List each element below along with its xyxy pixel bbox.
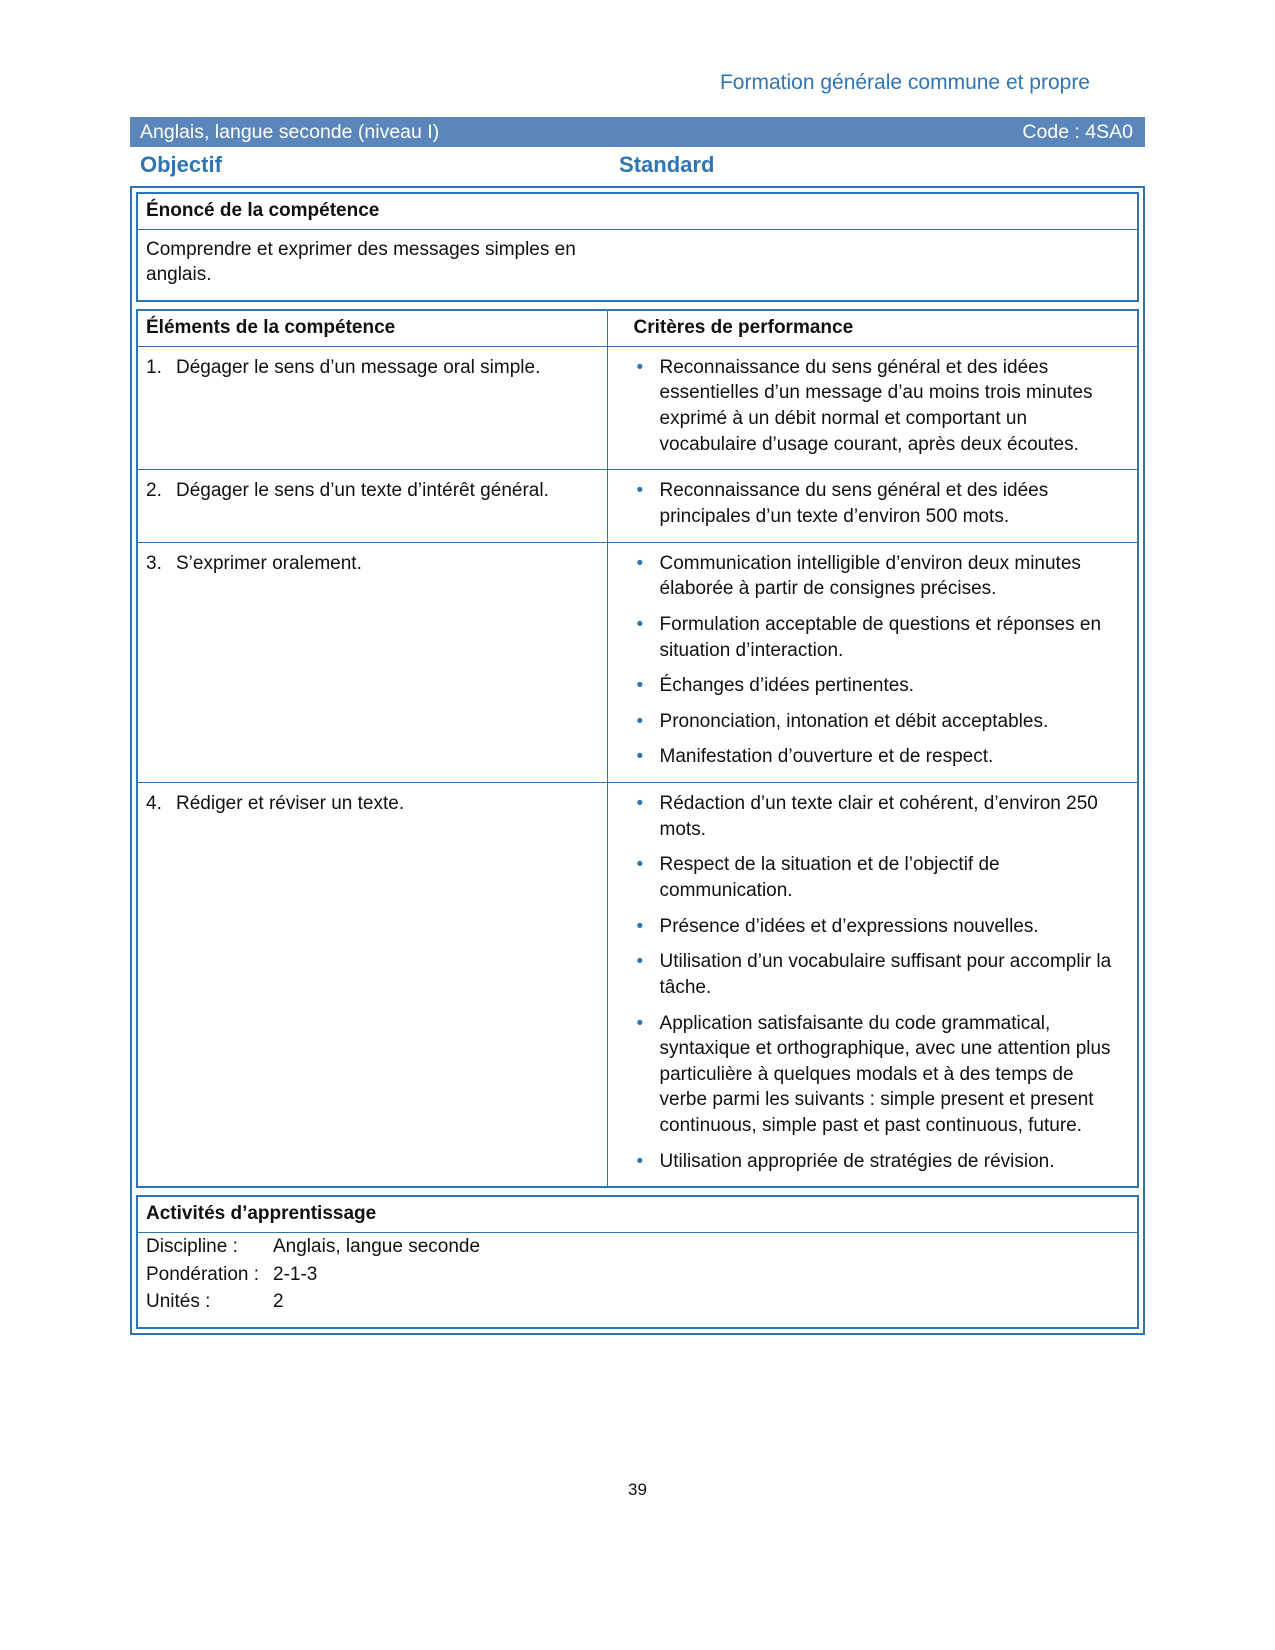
element-text: Dégager le sens d’un message oral simple. bbox=[176, 356, 541, 378]
outer-frame bbox=[130, 186, 1145, 1335]
activity-row bbox=[138, 1288, 1137, 1327]
criterion: • Respect de la situation et de l’objectif de communication. bbox=[634, 852, 1121, 903]
table-header-row bbox=[138, 311, 1137, 347]
element-text: Dégager le sens d’un texte d’intérêt général. bbox=[176, 480, 549, 502]
criterion: • Présence d’idées et d’expressions nouvelles. bbox=[634, 914, 1121, 940]
element-number: 1. bbox=[146, 356, 162, 378]
standard-heading: Standard bbox=[619, 152, 715, 178]
page-number: 39 bbox=[628, 1480, 647, 1499]
criterion: • Reconnaissance du sens général et des idées essentielles d’un message d’au moins trois minutes exprimé à un débit normal et comportant un vocabulaire d’usage courant, après deux écoutes. bbox=[634, 355, 1121, 458]
criterion: • Formulation acceptable de questions et réponses en situation d’interaction. bbox=[634, 612, 1121, 663]
activity-row bbox=[138, 1233, 1137, 1261]
activites-header: Activités d’apprentissage bbox=[138, 1197, 1137, 1233]
elements-header: Éléments de la compétence bbox=[138, 311, 608, 346]
element-text: Rédiger et réviser un texte. bbox=[176, 793, 405, 815]
criteria-cell bbox=[608, 783, 1137, 1186]
activity-label: Discipline : bbox=[146, 1236, 238, 1258]
objectif-heading: Objectif bbox=[140, 152, 222, 178]
title-bar bbox=[130, 117, 1145, 147]
criteria-list bbox=[634, 551, 1121, 770]
element-number: 2. bbox=[146, 480, 162, 502]
activites-box bbox=[136, 1195, 1139, 1329]
table-row bbox=[138, 347, 1137, 471]
course-title: Anglais, langue seconde (niveau I) bbox=[140, 120, 440, 143]
criteria-list bbox=[634, 791, 1121, 1174]
element-number: 3. bbox=[146, 552, 162, 574]
criterion: • Rédaction d’un texte clair et cohérent, d’environ 250 mots. bbox=[634, 791, 1121, 842]
criteria-cell bbox=[608, 347, 1137, 470]
element-cell bbox=[138, 347, 608, 470]
element-cell bbox=[138, 470, 608, 541]
element-cell bbox=[138, 783, 608, 1186]
criterion: • Manifestation d’ouverture et de respect. bbox=[634, 744, 1121, 770]
table-row bbox=[138, 783, 1137, 1186]
activity-label: Unités : bbox=[146, 1291, 211, 1313]
enonce-box bbox=[136, 192, 1139, 302]
document-header: Formation générale commune et propre bbox=[719, 71, 1090, 94]
criterion: • Utilisation appropriée de stratégies de révision. bbox=[634, 1149, 1121, 1175]
criterion: • Utilisation d’un vocabulaire suffisant pour accomplir la tâche. bbox=[634, 949, 1121, 1000]
activity-value: 2-1-3 bbox=[273, 1263, 318, 1285]
criterion: • Reconnaissance du sens général et des idées principales d’un texte d’environ 500 mots. bbox=[634, 478, 1121, 529]
enonce-text: Comprendre et exprimer des messages simples en anglais. bbox=[146, 238, 576, 286]
element-cell bbox=[138, 543, 608, 782]
criterion: • Application satisfaisante du code grammatical, syntaxique et orthographique, avec une attention plus particulière à quelques modals et à des temps de verbe parmi les suivants : simple present et present continuous, simple past et past continuous, future. bbox=[634, 1011, 1121, 1139]
table-row bbox=[138, 470, 1137, 542]
course-code: Code : 4SA0 bbox=[1022, 120, 1133, 143]
criteres-header: Critères de performance bbox=[633, 317, 854, 339]
element-number: 4. bbox=[146, 793, 162, 815]
competence-table bbox=[136, 309, 1139, 1188]
enonce-header: Énoncé de la compétence bbox=[138, 194, 1137, 230]
criteria-list bbox=[634, 355, 1121, 458]
criteria-cell bbox=[608, 543, 1137, 782]
criterion: • Communication intelligible d’environ deux minutes élaborée à partir de consignes précises. bbox=[634, 551, 1121, 602]
column-headings bbox=[130, 152, 1145, 178]
activity-row bbox=[138, 1261, 1137, 1289]
activity-value: 2 bbox=[273, 1291, 284, 1313]
activity-label: Pondération : bbox=[146, 1263, 260, 1285]
criteria-cell bbox=[608, 470, 1137, 541]
table-row bbox=[138, 543, 1137, 783]
activity-value: Anglais, langue seconde bbox=[273, 1236, 481, 1258]
criterion: • Prononciation, intonation et débit acceptables. bbox=[634, 709, 1121, 735]
criterion: • Échanges d’idées pertinentes. bbox=[634, 673, 1121, 699]
criteria-list bbox=[634, 478, 1121, 529]
element-text: S’exprimer oralement. bbox=[176, 552, 362, 574]
